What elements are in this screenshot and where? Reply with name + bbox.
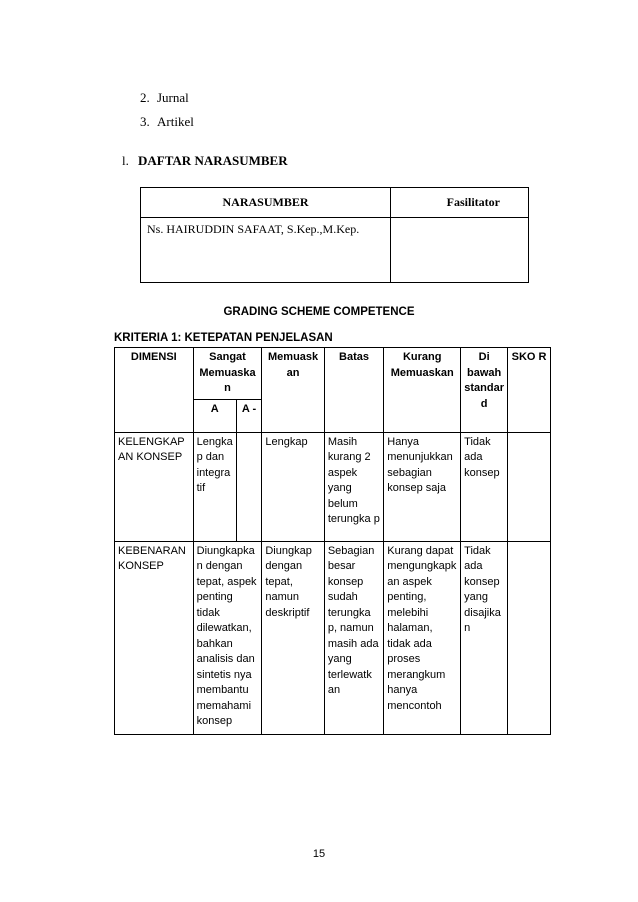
kurang-memuaskan-header: Kurang Memuaskan — [384, 348, 461, 433]
memuaskan-cell: Lengkap — [262, 432, 324, 541]
list-label: Jurnal — [157, 90, 189, 105]
grading-table — [114, 347, 551, 735]
grade-a-minus-header: A - — [236, 399, 262, 432]
narasumber-header: NARASUMBER — [141, 188, 391, 218]
batas-header: Batas — [324, 348, 383, 433]
memuaskan-cell: Diungkap dengan tepat, namun deskriptif — [262, 541, 324, 734]
dimensi-cell: KELENGKAP AN KONSEP — [115, 432, 194, 541]
di-bawah-standar-cell: Tidak ada konsep yang disajika n — [461, 541, 508, 734]
fasilitator-cell — [391, 218, 529, 283]
grade-a-header: A — [193, 399, 236, 432]
table-row — [115, 541, 551, 734]
section-heading — [122, 153, 288, 169]
narasumber-name: Ns. HAIRUDDIN SAFAAT, S.Kep.,M.Kep. — [141, 218, 391, 283]
page-number: 15 — [312, 848, 326, 860]
list-number: 2. — [140, 90, 150, 105]
memuaskan-header: Memuask an — [262, 348, 324, 433]
list-label: Artikel — [157, 114, 194, 129]
fasilitator-header: Fasilitator — [391, 188, 529, 218]
batas-cell: Sebagian besar konsep sudah terungka p, namun masih ada yang terlewatk an — [324, 541, 383, 734]
sangat-memuaskan-header: Sangat Memuaska n — [193, 348, 262, 400]
list-number: 3. — [140, 114, 150, 129]
di-bawah-standar-cell: Tidak ada konsep — [461, 432, 508, 541]
batas-cell: Masih kurang 2 aspek yang belum terungka p — [324, 432, 383, 541]
list-item — [140, 90, 189, 106]
table-row — [115, 432, 551, 541]
section-title: DAFTAR NARASUMBER — [138, 153, 288, 168]
criteria-title: KRITERIA 1: KETEPATAN PENJELASAN — [114, 332, 333, 344]
skor-cell — [508, 541, 551, 734]
di-bawah-standar-header: Di bawah standar d — [461, 348, 508, 433]
list-item — [140, 114, 194, 130]
grade-a-cell: Lengka p dan integra tif — [193, 432, 236, 541]
dimensi-header: DIMENSI — [115, 348, 194, 433]
narasumber-table — [140, 187, 529, 283]
grade-a-cell: Diungkapka n dengan tepat, aspek penting tidak dilewatkan, bahkan analisis dan sintetis nya membantu memahami konsep — [193, 541, 262, 734]
table-row — [141, 218, 529, 283]
kurang-memuaskan-cell: Kurang dapat mengungkapk an aspek penting, melebihi halaman, tidak ada proses merangkum hanya mencontoh — [384, 541, 461, 734]
kurang-memuaskan-cell: Hanya menunjukkan sebagian konsep saja — [384, 432, 461, 541]
skor-cell — [508, 432, 551, 541]
table-header-row — [141, 188, 529, 218]
table-header-row — [115, 348, 551, 400]
section-letter: l. — [122, 153, 129, 168]
grade-a-minus-cell — [236, 432, 262, 541]
skor-header: SKO R — [508, 348, 551, 433]
grading-title: GRADING SCHEME COMPETENCE — [223, 306, 415, 318]
dimensi-cell: KEBENARAN KONSEP — [115, 541, 194, 734]
